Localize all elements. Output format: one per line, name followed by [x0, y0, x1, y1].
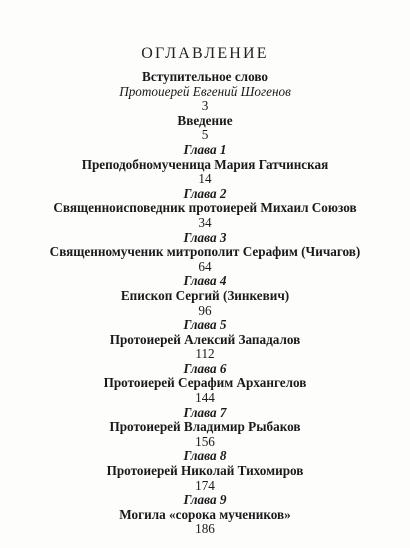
entry-page-number: 156 [195, 433, 215, 449]
toc-entry-chapter-1 [0, 143, 410, 187]
toc-entry-chapter-3 [0, 231, 410, 275]
entry-page-number: 186 [195, 521, 215, 537]
entry-title: Епископ Сергий (Зинкевич) [120, 287, 290, 303]
toc-entry-intro-word [0, 70, 410, 114]
entry-title: Могила «сорока мучеников» [119, 506, 291, 522]
toc-entry-chapter-6 [0, 362, 410, 406]
chapter-label: Глава 5 [183, 317, 227, 333]
entry-title: Вступительное слово [142, 69, 268, 84]
chapter-label: Глава 8 [183, 448, 227, 464]
toc-entry-chapter-7 [0, 406, 410, 450]
chapter-label: Глава 7 [183, 404, 227, 420]
entry-title: Священномученик митрополит Серафим (Чичагов) [49, 244, 361, 260]
chapter-label: Глава 9 [183, 492, 227, 508]
entry-title: Протоиерей Серафим Архангелов [103, 375, 307, 391]
toc-entry-chapter-9 [0, 493, 410, 537]
toc-entry-chapter-4 [0, 274, 410, 318]
entry-page-number: 112 [195, 346, 215, 362]
entry-title: Протоиерей Алексий Западалов [109, 331, 301, 347]
entry-author: Протоиерей Евгений Шогенов [119, 83, 291, 99]
toc-entry-chapter-2 [0, 187, 410, 231]
chapter-label: Глава 2 [183, 185, 227, 201]
chapter-label: Глава 3 [183, 229, 227, 245]
entry-page-number: 96 [198, 302, 212, 318]
toc-heading: ОГЛАВЛЕНИЕ [141, 44, 269, 62]
entry-title: Священноисповедник протоиерей Михаил Союзов [53, 200, 357, 216]
chapter-label: Глава 6 [183, 360, 227, 376]
toc-entry-chapter-5 [0, 318, 410, 362]
toc-entry-chapter-8 [0, 449, 410, 493]
entry-title: Преподобномученица Мария Гатчинская [81, 156, 329, 172]
entry-page-number: 34 [198, 214, 212, 230]
entry-title: Протоиерей Владимир Рыбаков [109, 419, 301, 435]
entry-page-number: 64 [198, 258, 212, 274]
entry-page-number: 3 [201, 98, 209, 114]
entry-page-number: 14 [198, 171, 212, 187]
chapter-label: Глава 4 [183, 273, 227, 289]
entry-page-number: 5 [201, 127, 209, 143]
toc-entry-introduction [0, 114, 410, 143]
entry-page-number: 174 [195, 477, 215, 493]
chapter-label: Глава 1 [183, 141, 227, 157]
entry-page-number: 144 [195, 390, 215, 406]
toc-list [0, 70, 410, 537]
entry-title: Введение [177, 112, 233, 128]
entry-title: Протоиерей Николай Тихомиров [106, 463, 304, 479]
